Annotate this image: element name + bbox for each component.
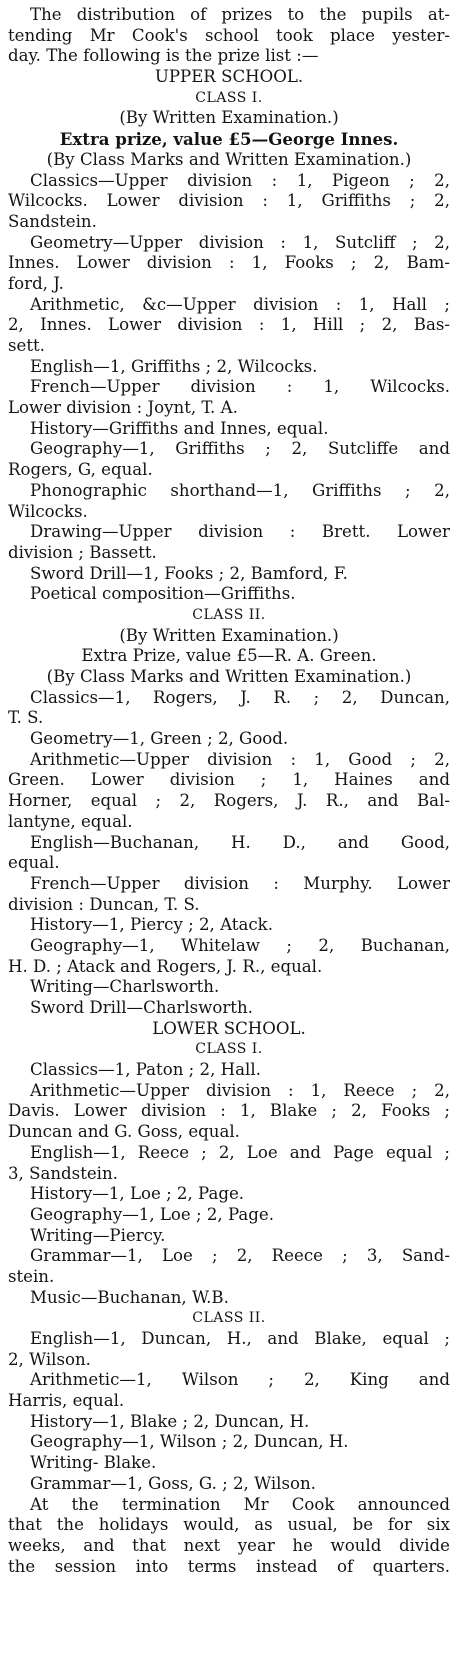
text-line: CLASS II. — [192, 606, 266, 623]
text-line: Lower division : Joynt, T. A. — [8, 398, 238, 418]
text-line: day. The following is the prize list :— — [8, 46, 319, 66]
text-line: French—Upper division : 1, Wilcocks. — [30, 377, 450, 397]
text-line: Classics—1, Paton ; 2, Hall. — [30, 1060, 261, 1080]
text-line: Extra prize, value £5—George Innes. — [59, 129, 399, 150]
text-line: CLASS II. — [192, 1310, 266, 1327]
text-line: (By Written Examination.) — [119, 625, 339, 645]
text-line: English—1, Duncan, H., and Blake, equal ; — [30, 1329, 450, 1348]
text-line: 3, Sandstein. — [8, 1163, 118, 1183]
text-line: Classics—1, Rogers, J. R. ; 2, Duncan, — [30, 687, 450, 707]
text-line: stein. — [8, 1266, 55, 1286]
text-line: weeks, and that next year he would divide — [8, 1535, 450, 1555]
text-line: Writing—Piercy. — [30, 1225, 166, 1245]
text-line: Grammar—1, Goss, G. ; 2, Wilson. — [30, 1473, 316, 1493]
text-line: Arithmetic, &c—Upper division : 1, Hall ; — [30, 294, 450, 314]
text-line: that the holidays would, as usual, be for six — [8, 1515, 450, 1535]
text-line: Sword Drill—Charlsworth. — [30, 998, 253, 1017]
text-line: equal. — [8, 853, 60, 873]
text-line: 2, Wilson. — [8, 1349, 91, 1369]
text-line: Sword Drill—1, Fooks ; 2, Bamford, F. — [30, 563, 348, 583]
text-line: Wilcocks. — [8, 501, 88, 521]
text-line: (By Class Marks and Written Examination.) — [46, 149, 412, 169]
text-line: Green. Lower division ; 1, Haines and — [8, 770, 450, 790]
text-line: Writing- Blake. — [30, 1453, 157, 1473]
text-line: Davis. Lower division : 1, Blake ; 2, Fooks ; — [8, 1101, 450, 1121]
text-line: English—Buchanan, H. D., and Good, — [30, 832, 450, 852]
text-line: LOWER SCHOOL. — [152, 1018, 306, 1038]
text-line: Wilcocks. Lower division : 1, Griffiths ; 2, — [8, 191, 450, 211]
text-line: Geography—1, Loe ; 2, Page. — [30, 1204, 275, 1224]
text-line: Geometry—Upper division : 1, Sutcliff ; 2, — [30, 232, 450, 252]
text-line: History—1, Blake ; 2, Duncan, H. — [30, 1411, 310, 1431]
text-line: tending Mr Cook's school took place yester- — [8, 25, 450, 45]
text-line: Poetical composition—Griffiths. — [30, 584, 296, 604]
text-line: Geography—1, Wilson ; 2, Duncan, H. — [30, 1432, 349, 1452]
text-line: Geography—1, Whitelaw ; 2, Buchanan, — [30, 935, 450, 955]
text-line: the session into terms instead of quarters. — [8, 1556, 450, 1576]
text-line: The distribution of prizes to the pupils at- — [30, 5, 450, 24]
text-line: (By Written Examination.) — [119, 108, 339, 128]
text-line: 2, Innes. Lower division : 1, Hill ; 2, Bas- — [8, 315, 450, 335]
text-line: CLASS I. — [195, 1041, 263, 1058]
text-line: Sandstein. — [8, 211, 97, 231]
text-line: Phonographic shorthand—1, Griffiths ; 2, — [30, 480, 450, 500]
text-line: French—Upper division : Murphy. Lower — [30, 873, 450, 893]
text-line: English—1, Griffiths ; 2, Wilcocks. — [30, 356, 318, 376]
text-line: Arithmetic—1, Wilson ; 2, King and — [30, 1370, 450, 1390]
text-line: ford, J. — [8, 273, 64, 293]
text-line: lantyne, equal. — [8, 811, 133, 831]
text-line: Drawing—Upper division : Brett. Lower — [30, 522, 450, 542]
text-line: H. D. ; Atack and Rogers, J. R., equal. — [8, 956, 323, 976]
text-line: division : Duncan, T. S. — [8, 894, 200, 914]
text-line: Arithmetic—Upper division : 1, Reece ; 2, — [30, 1080, 450, 1100]
text-line: Extra Prize, value £5—R. A. Green. — [81, 646, 377, 666]
text-line: Writing—Charlsworth. — [30, 977, 220, 997]
text-line: Duncan and G. Goss, equal. — [8, 1122, 240, 1142]
text-line: (By Class Marks and Written Examination.) — [46, 667, 412, 686]
text-line: Geography—1, Griffiths ; 2, Sutcliffe and — [30, 439, 450, 459]
text-line: Rogers, G, equal. — [8, 460, 153, 480]
text-line: Music—Buchanan, W.B. — [30, 1287, 229, 1307]
text-line: History—1, Piercy ; 2, Atack. — [30, 915, 273, 935]
text-line: sett. — [8, 336, 45, 355]
text-line: CLASS I. — [195, 89, 263, 106]
text-line: Harris, equal. — [8, 1391, 125, 1411]
text-line: At the termination Mr Cook announced — [30, 1494, 450, 1514]
text-line: History—Griffiths and Innes, equal. — [30, 418, 329, 438]
text-line: Innes. Lower division : 1, Fooks ; 2, Bam- — [8, 253, 450, 273]
text-line: T. S. — [8, 708, 44, 728]
text-line: Classics—Upper division : 1, Pigeon ; 2, — [30, 170, 450, 190]
text-line: Grammar—1, Loe ; 2, Reece ; 3, Sand- — [30, 1246, 450, 1266]
text-line: English—1, Reece ; 2, Loe and Page equal ; — [30, 1142, 450, 1162]
text-line: UPPER SCHOOL. — [154, 67, 304, 87]
text-line: History—1, Loe ; 2, Page. — [30, 1184, 245, 1204]
text-line: Horner, equal ; 2, Rogers, J. R., and Bal- — [8, 791, 450, 811]
text-line: Geometry—1, Green ; 2, Good. — [30, 729, 289, 749]
text-line: Arithmetic—Upper division : 1, Good ; 2, — [30, 749, 450, 769]
text-line: division ; Bassett. — [8, 542, 157, 562]
